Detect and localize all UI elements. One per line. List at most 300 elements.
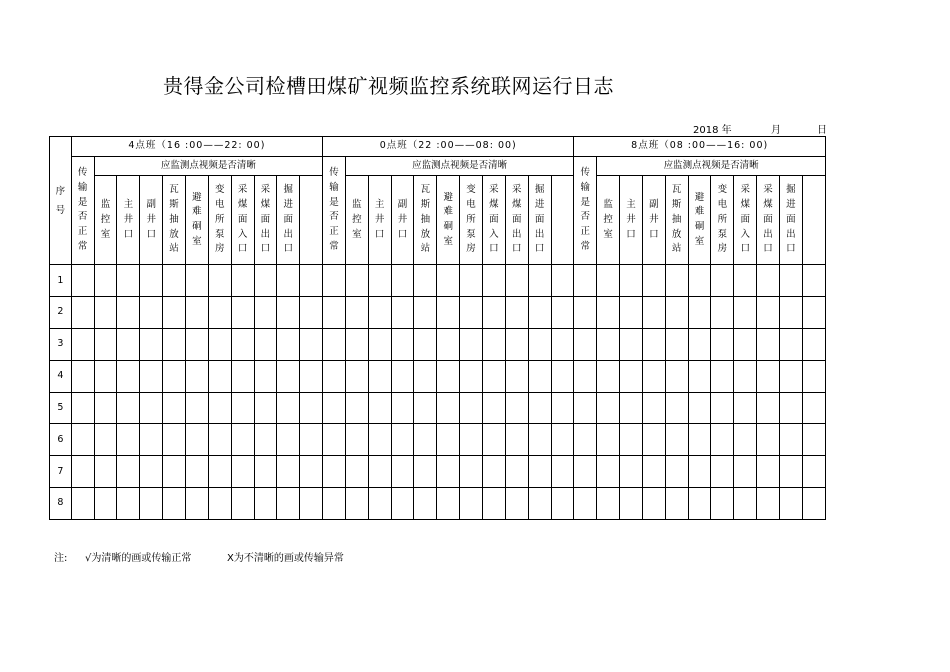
log-cell[interactable] xyxy=(597,297,620,329)
log-cell[interactable] xyxy=(231,328,254,360)
point-header-1-4 xyxy=(437,176,460,265)
log-cell[interactable] xyxy=(185,488,208,520)
log-cell[interactable] xyxy=(277,424,300,456)
log-cell[interactable] xyxy=(665,488,688,520)
log-cell[interactable] xyxy=(642,488,665,520)
log-cell[interactable] xyxy=(528,265,551,297)
log-cell[interactable] xyxy=(711,424,734,456)
log-cell[interactable] xyxy=(437,265,460,297)
log-cell[interactable] xyxy=(620,456,643,488)
log-cell[interactable] xyxy=(345,424,368,456)
log-cell[interactable] xyxy=(94,297,117,329)
log-cell[interactable] xyxy=(345,360,368,392)
log-cell[interactable] xyxy=(277,297,300,329)
log-cell[interactable] xyxy=(117,297,140,329)
table-row xyxy=(50,328,826,360)
log-cell[interactable] xyxy=(551,328,574,360)
log-cell[interactable] xyxy=(779,297,802,329)
log-cell[interactable] xyxy=(460,392,483,424)
point-header-0-2 xyxy=(140,176,163,265)
log-cell[interactable] xyxy=(368,392,391,424)
log-cell[interactable] xyxy=(323,424,346,456)
log-cell[interactable] xyxy=(163,297,186,329)
point-header-label: 瓦斯抽放站 xyxy=(671,184,682,255)
log-cell[interactable] xyxy=(185,265,208,297)
log-cell[interactable] xyxy=(688,488,711,520)
log-cell[interactable] xyxy=(597,488,620,520)
log-cell[interactable] xyxy=(414,360,437,392)
log-cell[interactable] xyxy=(574,456,597,488)
log-cell[interactable] xyxy=(323,265,346,297)
log-cell[interactable] xyxy=(437,392,460,424)
log-cell[interactable] xyxy=(345,456,368,488)
log-cell[interactable] xyxy=(231,265,254,297)
log-cell[interactable] xyxy=(140,488,163,520)
log-cell[interactable] xyxy=(71,392,94,424)
log-cell[interactable] xyxy=(140,360,163,392)
log-cell[interactable] xyxy=(734,328,757,360)
transmission-header-2 xyxy=(574,156,597,265)
log-cell[interactable] xyxy=(505,265,528,297)
log-cell[interactable] xyxy=(94,265,117,297)
log-cell[interactable] xyxy=(254,424,277,456)
log-cell[interactable] xyxy=(391,297,414,329)
point-header-2-8 xyxy=(779,176,802,265)
log-cell[interactable] xyxy=(208,328,231,360)
log-cell[interactable] xyxy=(757,392,780,424)
log-cell[interactable] xyxy=(94,392,117,424)
log-cell[interactable] xyxy=(528,424,551,456)
clarity-group-header-1: 应监测点视频是否清晰 xyxy=(345,156,573,176)
log-cell[interactable] xyxy=(597,328,620,360)
log-cell[interactable] xyxy=(802,297,825,329)
date-day: 日 xyxy=(817,125,827,136)
log-cell[interactable] xyxy=(734,392,757,424)
log-cell[interactable] xyxy=(802,424,825,456)
log-cell[interactable] xyxy=(665,424,688,456)
log-cell[interactable] xyxy=(208,424,231,456)
log-cell[interactable] xyxy=(711,488,734,520)
log-cell[interactable] xyxy=(414,488,437,520)
row-number: 1 xyxy=(50,265,72,297)
log-cell[interactable] xyxy=(779,328,802,360)
log-cell[interactable] xyxy=(71,328,94,360)
log-cell[interactable] xyxy=(254,265,277,297)
log-cell[interactable] xyxy=(94,424,117,456)
log-cell[interactable] xyxy=(711,392,734,424)
log-cell[interactable] xyxy=(254,328,277,360)
log-cell[interactable] xyxy=(300,424,323,456)
log-cell[interactable] xyxy=(231,424,254,456)
log-cell[interactable] xyxy=(323,328,346,360)
log-cell[interactable] xyxy=(117,456,140,488)
log-cell[interactable] xyxy=(437,456,460,488)
log-cell[interactable] xyxy=(117,392,140,424)
log-cell[interactable] xyxy=(254,488,277,520)
log-cell[interactable] xyxy=(574,488,597,520)
page-title: 贵得金公司检槽田煤矿视频监控系统联网运行日志 xyxy=(163,74,614,98)
log-cell[interactable] xyxy=(802,360,825,392)
log-cell[interactable] xyxy=(231,392,254,424)
log-cell[interactable] xyxy=(437,297,460,329)
log-cell[interactable] xyxy=(757,456,780,488)
footnote-prefix: 注: xyxy=(54,553,68,564)
log-cell[interactable] xyxy=(163,265,186,297)
log-cell[interactable] xyxy=(551,265,574,297)
log-cell[interactable] xyxy=(140,297,163,329)
point-header-label: 副井口 xyxy=(146,199,156,240)
log-cell[interactable] xyxy=(757,297,780,329)
point-header-2-5 xyxy=(711,176,734,265)
log-cell[interactable] xyxy=(231,360,254,392)
log-cell[interactable] xyxy=(551,424,574,456)
log-cell[interactable] xyxy=(620,424,643,456)
log-cell[interactable] xyxy=(642,328,665,360)
log-cell[interactable] xyxy=(711,328,734,360)
log-cell[interactable] xyxy=(277,360,300,392)
log-cell[interactable] xyxy=(688,265,711,297)
log-cell[interactable] xyxy=(391,392,414,424)
log-cell[interactable] xyxy=(620,265,643,297)
log-cell[interactable] xyxy=(757,328,780,360)
log-cell[interactable] xyxy=(323,392,346,424)
table-row xyxy=(50,456,826,488)
log-cell[interactable] xyxy=(642,456,665,488)
point-header-label: 采煤面入口 xyxy=(489,184,499,255)
point-header-label: 避难硐室 xyxy=(192,191,202,247)
log-cell[interactable] xyxy=(391,265,414,297)
log-cell[interactable] xyxy=(254,360,277,392)
log-cell[interactable] xyxy=(551,488,574,520)
point-header-2-3 xyxy=(665,176,688,265)
log-cell[interactable] xyxy=(505,297,528,329)
log-cell[interactable] xyxy=(597,424,620,456)
log-cell[interactable] xyxy=(437,328,460,360)
log-cell[interactable] xyxy=(140,456,163,488)
log-cell[interactable] xyxy=(460,488,483,520)
log-cell[interactable] xyxy=(505,328,528,360)
log-cell[interactable] xyxy=(642,392,665,424)
log-cell[interactable] xyxy=(642,360,665,392)
log-cell[interactable] xyxy=(185,297,208,329)
log-cell[interactable] xyxy=(414,424,437,456)
log-cell[interactable] xyxy=(300,456,323,488)
log-cell[interactable] xyxy=(779,392,802,424)
log-cell[interactable] xyxy=(140,392,163,424)
log-cell[interactable] xyxy=(574,424,597,456)
log-cell[interactable] xyxy=(208,392,231,424)
log-cell[interactable] xyxy=(254,456,277,488)
log-cell[interactable] xyxy=(414,456,437,488)
log-cell[interactable] xyxy=(711,265,734,297)
log-cell[interactable] xyxy=(185,392,208,424)
log-cell[interactable] xyxy=(185,328,208,360)
log-cell[interactable] xyxy=(482,424,505,456)
log-cell[interactable] xyxy=(277,456,300,488)
log-cell[interactable] xyxy=(368,488,391,520)
log-cell[interactable] xyxy=(300,392,323,424)
log-cell[interactable] xyxy=(574,265,597,297)
log-cell[interactable] xyxy=(620,297,643,329)
log-cell[interactable] xyxy=(391,456,414,488)
point-header-label: 避难硐室 xyxy=(443,191,453,247)
log-cell[interactable] xyxy=(734,424,757,456)
log-cell[interactable] xyxy=(460,265,483,297)
log-cell[interactable] xyxy=(734,265,757,297)
log-cell[interactable] xyxy=(642,297,665,329)
log-cell[interactable] xyxy=(391,328,414,360)
log-cell[interactable] xyxy=(208,297,231,329)
log-cell[interactable] xyxy=(802,392,825,424)
log-cell[interactable] xyxy=(482,488,505,520)
log-cell[interactable] xyxy=(254,297,277,329)
log-cell[interactable] xyxy=(163,456,186,488)
log-cell[interactable] xyxy=(665,360,688,392)
log-cell[interactable] xyxy=(140,265,163,297)
log-cell[interactable] xyxy=(94,456,117,488)
point-header-0-4 xyxy=(185,176,208,265)
point-header-label: 监控室 xyxy=(352,199,362,240)
log-cell[interactable] xyxy=(391,424,414,456)
table-row xyxy=(50,424,826,456)
blank-header-0 xyxy=(300,176,323,265)
log-cell[interactable] xyxy=(208,488,231,520)
log-cell[interactable] xyxy=(117,265,140,297)
log-cell[interactable] xyxy=(300,297,323,329)
log-cell[interactable] xyxy=(71,265,94,297)
log-cell[interactable] xyxy=(94,328,117,360)
log-cell[interactable] xyxy=(505,392,528,424)
log-cell[interactable] xyxy=(208,360,231,392)
point-header-label: 采煤面入口 xyxy=(740,184,750,255)
log-cell[interactable] xyxy=(528,488,551,520)
point-header-0-3 xyxy=(163,176,186,265)
log-cell[interactable] xyxy=(551,297,574,329)
log-cell[interactable] xyxy=(94,488,117,520)
log-cell[interactable] xyxy=(323,456,346,488)
table-row xyxy=(50,360,826,392)
log-cell[interactable] xyxy=(345,297,368,329)
log-cell[interactable] xyxy=(117,488,140,520)
log-cell[interactable] xyxy=(505,424,528,456)
log-cell[interactable] xyxy=(779,424,802,456)
log-cell[interactable] xyxy=(117,424,140,456)
log-cell[interactable] xyxy=(71,488,94,520)
log-cell[interactable] xyxy=(665,392,688,424)
point-header-label: 副井口 xyxy=(649,199,659,240)
log-cell[interactable] xyxy=(208,456,231,488)
log-cell[interactable] xyxy=(688,424,711,456)
log-cell[interactable] xyxy=(277,392,300,424)
point-header-label: 瓦斯抽放站 xyxy=(169,184,179,255)
log-cell[interactable] xyxy=(574,360,597,392)
log-cell[interactable] xyxy=(665,297,688,329)
log-cell[interactable] xyxy=(163,328,186,360)
log-cell[interactable] xyxy=(711,297,734,329)
log-cell[interactable] xyxy=(300,488,323,520)
log-cell[interactable] xyxy=(688,456,711,488)
log-cell[interactable] xyxy=(231,297,254,329)
log-cell[interactable] xyxy=(231,456,254,488)
log-cell[interactable] xyxy=(437,424,460,456)
log-cell[interactable] xyxy=(482,297,505,329)
log-cell[interactable] xyxy=(597,360,620,392)
log-cell[interactable] xyxy=(437,488,460,520)
log-cell[interactable] xyxy=(345,328,368,360)
log-cell[interactable] xyxy=(368,360,391,392)
log-cell[interactable] xyxy=(140,424,163,456)
log-cell[interactable] xyxy=(71,456,94,488)
log-cell[interactable] xyxy=(94,360,117,392)
log-cell[interactable] xyxy=(277,328,300,360)
log-cell[interactable] xyxy=(414,297,437,329)
log-cell[interactable] xyxy=(574,297,597,329)
log-cell[interactable] xyxy=(414,265,437,297)
log-cell[interactable] xyxy=(345,488,368,520)
log-cell[interactable] xyxy=(323,360,346,392)
log-cell[interactable] xyxy=(528,392,551,424)
log-cell[interactable] xyxy=(185,424,208,456)
footnote-unclear: X为不清晰的画或传输异常 xyxy=(227,553,344,564)
log-cell[interactable] xyxy=(802,328,825,360)
log-cell[interactable] xyxy=(277,488,300,520)
log-cell[interactable] xyxy=(437,360,460,392)
log-cell[interactable] xyxy=(757,424,780,456)
log-cell[interactable] xyxy=(711,360,734,392)
log-cell[interactable] xyxy=(368,265,391,297)
log-cell[interactable] xyxy=(528,360,551,392)
log-cell[interactable] xyxy=(505,360,528,392)
log-cell[interactable] xyxy=(505,488,528,520)
log-cell[interactable] xyxy=(642,265,665,297)
log-cell[interactable] xyxy=(528,297,551,329)
log-cell[interactable] xyxy=(300,265,323,297)
log-cell[interactable] xyxy=(71,297,94,329)
log-cell[interactable] xyxy=(460,328,483,360)
log-cell[interactable] xyxy=(597,392,620,424)
log-cell[interactable] xyxy=(368,328,391,360)
log-cell[interactable] xyxy=(414,328,437,360)
table-row xyxy=(50,488,826,520)
log-cell[interactable] xyxy=(323,488,346,520)
log-cell[interactable] xyxy=(163,488,186,520)
log-cell[interactable] xyxy=(391,488,414,520)
log-cell[interactable] xyxy=(163,424,186,456)
log-cell[interactable] xyxy=(368,456,391,488)
log-cell[interactable] xyxy=(779,488,802,520)
log-cell[interactable] xyxy=(71,360,94,392)
log-cell[interactable] xyxy=(460,360,483,392)
log-cell[interactable] xyxy=(71,424,94,456)
log-cell[interactable] xyxy=(688,360,711,392)
log-cell[interactable] xyxy=(482,392,505,424)
log-cell[interactable] xyxy=(802,488,825,520)
log-cell[interactable] xyxy=(208,265,231,297)
log-cell[interactable] xyxy=(711,456,734,488)
log-cell[interactable] xyxy=(665,265,688,297)
point-header-0-8 xyxy=(277,176,300,265)
point-header-label: 主井口 xyxy=(123,199,134,240)
log-cell[interactable] xyxy=(482,456,505,488)
log-cell[interactable] xyxy=(574,328,597,360)
log-cell[interactable] xyxy=(551,392,574,424)
log-cell[interactable] xyxy=(368,297,391,329)
log-cell[interactable] xyxy=(802,456,825,488)
header-row-groups xyxy=(50,156,826,176)
log-cell[interactable] xyxy=(528,456,551,488)
log-cell[interactable] xyxy=(757,488,780,520)
log-cell[interactable] xyxy=(163,392,186,424)
log-cell[interactable] xyxy=(185,360,208,392)
log-cell[interactable] xyxy=(505,456,528,488)
transmission-header-0 xyxy=(71,156,94,265)
log-cell[interactable] xyxy=(779,456,802,488)
log-cell[interactable] xyxy=(391,360,414,392)
log-cell[interactable] xyxy=(734,456,757,488)
log-cell[interactable] xyxy=(620,392,643,424)
log-cell[interactable] xyxy=(620,488,643,520)
log-cell[interactable] xyxy=(300,360,323,392)
log-cell[interactable] xyxy=(460,424,483,456)
log-cell[interactable] xyxy=(460,456,483,488)
log-cell[interactable] xyxy=(688,392,711,424)
log-cell[interactable] xyxy=(779,360,802,392)
log-cell[interactable] xyxy=(140,328,163,360)
log-cell[interactable] xyxy=(460,297,483,329)
log-cell[interactable] xyxy=(574,392,597,424)
log-cell[interactable] xyxy=(185,456,208,488)
log-cell[interactable] xyxy=(734,488,757,520)
log-cell[interactable] xyxy=(734,360,757,392)
log-cell[interactable] xyxy=(300,328,323,360)
log-cell[interactable] xyxy=(482,265,505,297)
log-cell[interactable] xyxy=(277,265,300,297)
log-cell[interactable] xyxy=(368,424,391,456)
log-cell[interactable] xyxy=(620,328,643,360)
log-cell[interactable] xyxy=(414,392,437,424)
log-cell[interactable] xyxy=(779,265,802,297)
log-cell[interactable] xyxy=(642,424,665,456)
log-cell[interactable] xyxy=(323,297,346,329)
log-cell[interactable] xyxy=(802,265,825,297)
log-cell[interactable] xyxy=(734,297,757,329)
log-cell[interactable] xyxy=(528,328,551,360)
log-cell[interactable] xyxy=(254,392,277,424)
log-cell[interactable] xyxy=(688,297,711,329)
log-cell[interactable] xyxy=(757,265,780,297)
log-cell[interactable] xyxy=(665,456,688,488)
point-header-1-1 xyxy=(368,176,391,265)
log-cell[interactable] xyxy=(231,488,254,520)
log-cell[interactable] xyxy=(482,360,505,392)
log-cell[interactable] xyxy=(117,328,140,360)
log-cell[interactable] xyxy=(688,328,711,360)
log-cell[interactable] xyxy=(551,360,574,392)
log-cell[interactable] xyxy=(482,328,505,360)
log-cell[interactable] xyxy=(345,265,368,297)
log-cell[interactable] xyxy=(163,360,186,392)
log-cell[interactable] xyxy=(597,265,620,297)
log-cell[interactable] xyxy=(757,360,780,392)
log-cell[interactable] xyxy=(665,328,688,360)
clarity-group-header-0: 应监测点视频是否清晰 xyxy=(94,156,322,176)
log-cell[interactable] xyxy=(597,456,620,488)
log-cell[interactable] xyxy=(620,360,643,392)
log-cell[interactable] xyxy=(345,392,368,424)
point-header-0-6 xyxy=(231,176,254,265)
log-cell[interactable] xyxy=(551,456,574,488)
log-cell[interactable] xyxy=(117,360,140,392)
